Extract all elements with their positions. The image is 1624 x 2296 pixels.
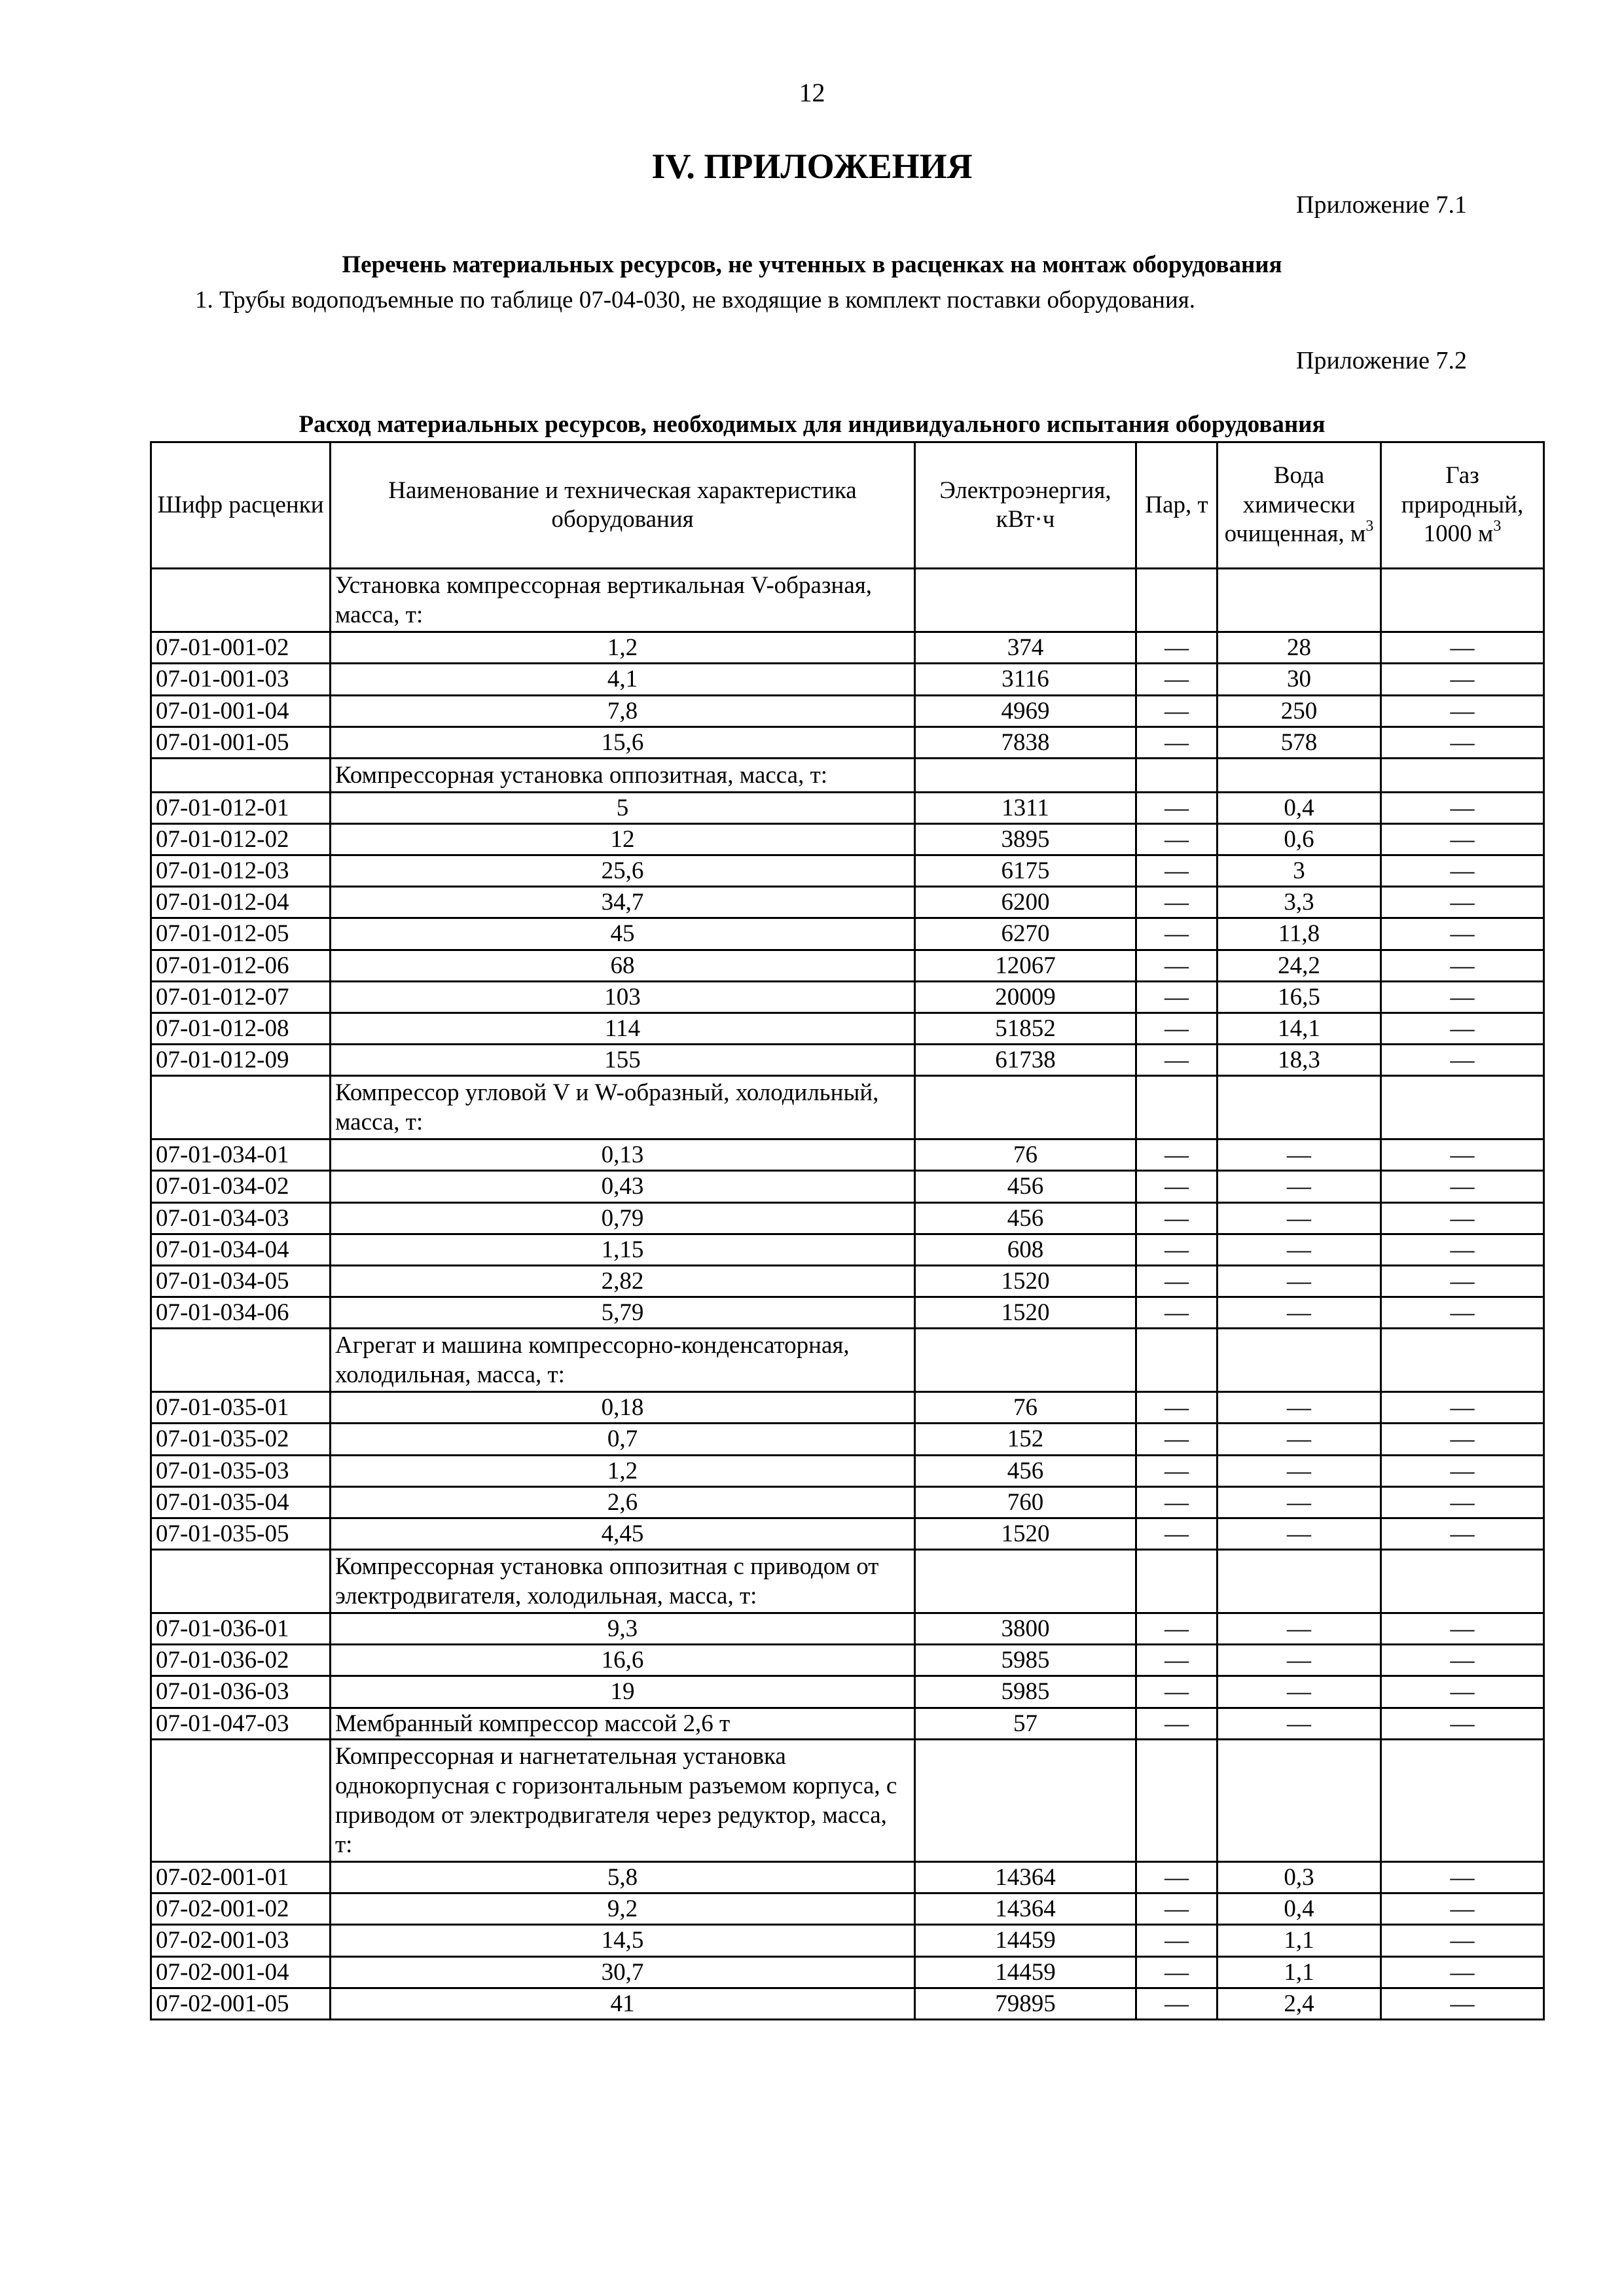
cell-water: 24,2 <box>1218 950 1381 981</box>
table-row <box>151 664 1544 695</box>
cell-code: 07-01-036-02 <box>151 1645 331 1676</box>
group-gas-cell <box>1381 1739 1544 1862</box>
materials-list-item: 1. Трубы водоподъемные по таблице 07-04-030, не входящие в комплект поставки оборудования. <box>195 287 1196 314</box>
group-code-cell <box>151 1549 331 1613</box>
cell-gas: — <box>1381 950 1544 981</box>
header-gas-text: Газ природный, 1000 м <box>1401 462 1524 548</box>
cell-water: — <box>1218 1392 1381 1424</box>
table-row <box>151 1956 1544 1988</box>
resources-table <box>150 441 1545 2020</box>
cell-power: 5985 <box>915 1676 1136 1708</box>
cell-name: 15,6 <box>331 726 915 758</box>
cell-gas: — <box>1381 1013 1544 1044</box>
cell-code: 07-01-012-04 <box>151 887 331 918</box>
cell-name: 0,18 <box>331 1392 915 1424</box>
page-number: 12 <box>799 78 825 107</box>
group-power-cell <box>915 1549 1136 1613</box>
cell-code: 07-01-001-05 <box>151 726 331 758</box>
cell-water: — <box>1218 1708 1381 1739</box>
cell-name: 2,6 <box>331 1486 915 1518</box>
cell-steam: — <box>1136 1424 1218 1455</box>
cell-water: 2,4 <box>1218 1988 1381 2019</box>
cell-code: 07-01-034-02 <box>151 1171 331 1202</box>
group-power-cell <box>915 1329 1136 1392</box>
group-power-cell <box>915 758 1136 792</box>
cell-water: 1,1 <box>1218 1925 1381 1956</box>
cell-steam: — <box>1136 792 1218 823</box>
cell-steam: — <box>1136 918 1218 950</box>
table-row <box>151 1925 1544 1956</box>
table-row <box>151 1171 1544 1202</box>
cell-power: 152 <box>915 1424 1136 1455</box>
cell-water: 0,4 <box>1218 1893 1381 1925</box>
cell-steam: — <box>1136 1676 1218 1708</box>
cell-steam: — <box>1136 1044 1218 1075</box>
cell-name: 16,6 <box>331 1645 915 1676</box>
group-title: Компрессорная и нагнетательная установка однокорпусная с горизонтальным разъемом корпуса, с приводом от электродвигателя через редуктор, масса, т: <box>331 1739 915 1862</box>
cell-code: 07-01-035-04 <box>151 1486 331 1518</box>
cell-power: 3895 <box>915 824 1136 855</box>
cell-gas: — <box>1381 1862 1544 1893</box>
cell-water: 0,4 <box>1218 792 1381 823</box>
cell-name: Мембранный компрессор массой 2,6 т <box>331 1708 915 1739</box>
table-row <box>151 1676 1544 1708</box>
cell-power: 3116 <box>915 664 1136 695</box>
cell-steam: — <box>1136 664 1218 695</box>
group-power-cell <box>915 1739 1136 1862</box>
cell-power: 61738 <box>915 1044 1136 1075</box>
group-gas-cell <box>1381 1076 1544 1139</box>
cell-code: 07-01-034-06 <box>151 1297 331 1328</box>
cell-power: 456 <box>915 1455 1136 1486</box>
cell-water: — <box>1218 1645 1381 1676</box>
cell-gas: — <box>1381 1297 1544 1328</box>
cell-water: — <box>1218 1424 1381 1455</box>
table-row <box>151 918 1544 950</box>
table-row <box>151 726 1544 758</box>
group-gas-cell <box>1381 758 1544 792</box>
cell-power: 76 <box>915 1392 1136 1424</box>
cell-water: 0,3 <box>1218 1862 1381 1893</box>
table-row <box>151 792 1544 823</box>
cell-steam: — <box>1136 1297 1218 1328</box>
cell-steam: — <box>1136 1925 1218 1956</box>
cell-gas: — <box>1381 1265 1544 1297</box>
cell-code: 07-01-001-04 <box>151 695 331 726</box>
cell-steam: — <box>1136 855 1218 887</box>
cell-code: 07-01-012-01 <box>151 792 331 823</box>
cell-steam: — <box>1136 1455 1218 1486</box>
group-steam-cell <box>1136 758 1218 792</box>
cell-name: 68 <box>331 950 915 981</box>
table-row <box>151 1297 1544 1328</box>
cell-power: 456 <box>915 1171 1136 1202</box>
cell-power: 14364 <box>915 1862 1136 1893</box>
cell-name: 1,2 <box>331 632 915 664</box>
cell-power: 14459 <box>915 1956 1136 1988</box>
cell-steam: — <box>1136 1645 1218 1676</box>
group-steam-cell <box>1136 569 1218 632</box>
header-water-sup: 3 <box>1365 518 1374 535</box>
cell-name: 1,2 <box>331 1455 915 1486</box>
cell-code: 07-01-034-05 <box>151 1265 331 1297</box>
group-header-row <box>151 1549 1544 1613</box>
table-row <box>151 1424 1544 1455</box>
header-gas-sup: 3 <box>1493 518 1502 535</box>
table-row <box>151 1988 1544 2019</box>
cell-code: 07-02-001-01 <box>151 1862 331 1893</box>
header-steam: Пар, т <box>1136 442 1218 569</box>
table-row <box>151 855 1544 887</box>
cell-name: 5,79 <box>331 1297 915 1328</box>
cell-name: 2,82 <box>331 1265 915 1297</box>
group-header-row <box>151 1076 1544 1139</box>
table-row <box>151 824 1544 855</box>
group-title: Компрессорная установка оппозитная, масса, т: <box>331 758 915 792</box>
cell-power: 1520 <box>915 1297 1136 1328</box>
cell-steam: — <box>1136 1234 1218 1265</box>
group-code-cell <box>151 758 331 792</box>
cell-gas: — <box>1381 855 1544 887</box>
table-row <box>151 1893 1544 1925</box>
cell-code: 07-01-001-03 <box>151 664 331 695</box>
group-code-cell <box>151 1329 331 1392</box>
cell-power: 20009 <box>915 981 1136 1013</box>
table-row <box>151 1139 1544 1171</box>
cell-gas: — <box>1381 695 1544 726</box>
cell-code: 07-02-001-05 <box>151 1988 331 2019</box>
cell-steam: — <box>1136 824 1218 855</box>
cell-gas: — <box>1381 1044 1544 1075</box>
group-water-cell <box>1218 569 1381 632</box>
cell-gas: — <box>1381 1202 1544 1234</box>
cell-name: 14,5 <box>331 1925 915 1956</box>
cell-steam: — <box>1136 1013 1218 1044</box>
cell-steam: — <box>1136 1518 1218 1549</box>
header-power: Электроэнергия, кВт·ч <box>915 442 1136 569</box>
table-row <box>151 1486 1544 1518</box>
cell-code: 07-01-034-03 <box>151 1202 331 1234</box>
table-row <box>151 1044 1544 1075</box>
cell-gas: — <box>1381 1613 1544 1645</box>
cell-code: 07-01-012-06 <box>151 950 331 981</box>
cell-steam: — <box>1136 1265 1218 1297</box>
cell-water: 250 <box>1218 695 1381 726</box>
cell-water: 30 <box>1218 664 1381 695</box>
cell-name: 4,1 <box>331 664 915 695</box>
cell-code: 07-01-012-03 <box>151 855 331 887</box>
group-gas-cell <box>1381 569 1544 632</box>
cell-gas: — <box>1381 887 1544 918</box>
cell-gas: — <box>1381 1139 1544 1171</box>
table-title: Расход материальных ресурсов, необходимых для индивидуального испытания оборудования <box>298 411 1326 438</box>
cell-code: 07-01-012-08 <box>151 1013 331 1044</box>
cell-water: 18,3 <box>1218 1044 1381 1075</box>
header-water <box>1218 442 1381 569</box>
group-power-cell <box>915 569 1136 632</box>
group-water-cell <box>1218 1076 1381 1139</box>
cell-water: — <box>1218 1676 1381 1708</box>
group-gas-cell <box>1381 1329 1544 1392</box>
cell-steam: — <box>1136 1486 1218 1518</box>
group-title: Компрессор угловой V и W-образный, холодильный, масса, т: <box>331 1076 915 1139</box>
cell-gas: — <box>1381 1893 1544 1925</box>
cell-steam: — <box>1136 1893 1218 1925</box>
table-body <box>151 569 1544 2020</box>
cell-water: — <box>1218 1265 1381 1297</box>
cell-code: 07-01-035-05 <box>151 1518 331 1549</box>
cell-steam: — <box>1136 981 1218 1013</box>
cell-name: 34,7 <box>331 887 915 918</box>
cell-power: 456 <box>915 1202 1136 1234</box>
header-gas <box>1381 442 1544 569</box>
cell-power: 76 <box>915 1139 1136 1171</box>
group-code-cell <box>151 1076 331 1139</box>
table-row <box>151 1645 1544 1676</box>
table-row <box>151 1518 1544 1549</box>
cell-code: 07-01-001-02 <box>151 632 331 664</box>
cell-power: 7838 <box>915 726 1136 758</box>
cell-name: 4,45 <box>331 1518 915 1549</box>
cell-code: 07-01-035-02 <box>151 1424 331 1455</box>
cell-gas: — <box>1381 1518 1544 1549</box>
cell-steam: — <box>1136 887 1218 918</box>
cell-name: 103 <box>331 981 915 1013</box>
table-row <box>151 1265 1544 1297</box>
group-steam-cell <box>1136 1739 1218 1862</box>
cell-water: 14,1 <box>1218 1013 1381 1044</box>
cell-name: 5,8 <box>331 1862 915 1893</box>
cell-water: — <box>1218 1202 1381 1234</box>
cell-steam: — <box>1136 1139 1218 1171</box>
group-steam-cell <box>1136 1076 1218 1139</box>
cell-power: 374 <box>915 632 1136 664</box>
cell-steam: — <box>1136 1956 1218 1988</box>
cell-power: 12067 <box>915 950 1136 981</box>
cell-steam: — <box>1136 726 1218 758</box>
cell-power: 6175 <box>915 855 1136 887</box>
cell-name: 1,15 <box>331 1234 915 1265</box>
cell-gas: — <box>1381 1486 1544 1518</box>
cell-code: 07-02-001-03 <box>151 1925 331 1956</box>
section-title: IV. ПРИЛОЖЕНИЯ <box>651 147 973 186</box>
cell-name: 41 <box>331 1988 915 2019</box>
group-header-row <box>151 1329 1544 1392</box>
cell-gas: — <box>1381 792 1544 823</box>
group-water-cell <box>1218 758 1381 792</box>
cell-name: 12 <box>331 824 915 855</box>
cell-steam: — <box>1136 1202 1218 1234</box>
cell-power: 14364 <box>915 1893 1136 1925</box>
group-header-row <box>151 569 1544 632</box>
table-row <box>151 1708 1544 1739</box>
cell-gas: — <box>1381 632 1544 664</box>
cell-code: 07-01-012-02 <box>151 824 331 855</box>
cell-power: 1311 <box>915 792 1136 823</box>
table-row <box>151 1455 1544 1486</box>
cell-power: 6200 <box>915 887 1136 918</box>
table-row <box>151 1862 1544 1893</box>
group-title: Агрегат и машина компрессорно-конденсаторная, холодильная, масса, т: <box>331 1329 915 1392</box>
cell-water: 11,8 <box>1218 918 1381 950</box>
cell-power: 57 <box>915 1708 1136 1739</box>
cell-water: 3 <box>1218 855 1381 887</box>
cell-steam: — <box>1136 632 1218 664</box>
cell-name: 7,8 <box>331 695 915 726</box>
table-row <box>151 1013 1544 1044</box>
cell-code: 07-01-047-03 <box>151 1708 331 1739</box>
cell-gas: — <box>1381 1645 1544 1676</box>
cell-water: — <box>1218 1139 1381 1171</box>
header-water-text: Вода химически очищенная, м <box>1224 462 1366 548</box>
cell-steam: — <box>1136 1392 1218 1424</box>
cell-power: 1520 <box>915 1518 1136 1549</box>
cell-gas: — <box>1381 1234 1544 1265</box>
cell-code: 07-01-036-03 <box>151 1676 331 1708</box>
appendix-7-1-label: Приложение 7.1 <box>1296 191 1467 219</box>
cell-gas: — <box>1381 1925 1544 1956</box>
header-code: Шифр расценки <box>151 442 331 569</box>
table-row <box>151 1202 1544 1234</box>
group-power-cell <box>915 1076 1136 1139</box>
cell-water: — <box>1218 1613 1381 1645</box>
cell-name: 0,43 <box>331 1171 915 1202</box>
appendix-7-2-label: Приложение 7.2 <box>1296 347 1467 374</box>
table-row <box>151 1613 1544 1645</box>
table-row <box>151 1392 1544 1424</box>
cell-water: 16,5 <box>1218 981 1381 1013</box>
cell-name: 0,7 <box>331 1424 915 1455</box>
cell-gas: — <box>1381 726 1544 758</box>
cell-name: 25,6 <box>331 855 915 887</box>
cell-power: 608 <box>915 1234 1136 1265</box>
cell-water: — <box>1218 1234 1381 1265</box>
cell-name: 30,7 <box>331 1956 915 1988</box>
cell-water: — <box>1218 1297 1381 1328</box>
cell-power: 51852 <box>915 1013 1136 1044</box>
cell-code: 07-01-035-03 <box>151 1455 331 1486</box>
cell-water: — <box>1218 1455 1381 1486</box>
cell-water: 28 <box>1218 632 1381 664</box>
cell-code: 07-02-001-04 <box>151 1956 331 1988</box>
group-header-row <box>151 1739 1544 1862</box>
materials-list-title: Перечень материальных ресурсов, не учтенных в расценках на монтаж оборудования <box>342 251 1282 278</box>
group-gas-cell <box>1381 1549 1544 1613</box>
table-row <box>151 1234 1544 1265</box>
cell-name: 9,3 <box>331 1613 915 1645</box>
cell-water: — <box>1218 1518 1381 1549</box>
cell-gas: — <box>1381 824 1544 855</box>
cell-code: 07-01-012-09 <box>151 1044 331 1075</box>
cell-name: 114 <box>331 1013 915 1044</box>
cell-name: 5 <box>331 792 915 823</box>
cell-code: 07-01-036-01 <box>151 1613 331 1645</box>
group-title: Установка компрессорная вертикальная V-образная, масса, т: <box>331 569 915 632</box>
cell-gas: — <box>1381 1392 1544 1424</box>
cell-water: 3,3 <box>1218 887 1381 918</box>
cell-power: 5985 <box>915 1645 1136 1676</box>
cell-power: 760 <box>915 1486 1136 1518</box>
cell-steam: — <box>1136 1708 1218 1739</box>
group-steam-cell <box>1136 1549 1218 1613</box>
cell-power: 1520 <box>915 1265 1136 1297</box>
header-name: Наименование и техническая характеристика оборудования <box>331 442 915 569</box>
cell-steam: — <box>1136 695 1218 726</box>
cell-water: — <box>1218 1171 1381 1202</box>
cell-power: 6270 <box>915 918 1136 950</box>
table-row <box>151 695 1544 726</box>
cell-gas: — <box>1381 1956 1544 1988</box>
cell-gas: — <box>1381 1455 1544 1486</box>
table-row <box>151 981 1544 1013</box>
cell-gas: — <box>1381 918 1544 950</box>
group-water-cell <box>1218 1329 1381 1392</box>
cell-gas: — <box>1381 1988 1544 2019</box>
cell-gas: — <box>1381 1424 1544 1455</box>
cell-water: 1,1 <box>1218 1956 1381 1988</box>
cell-power: 79895 <box>915 1988 1136 2019</box>
cell-water: 0,6 <box>1218 824 1381 855</box>
cell-steam: — <box>1136 1171 1218 1202</box>
cell-gas: — <box>1381 1676 1544 1708</box>
cell-gas: — <box>1381 981 1544 1013</box>
group-code-cell <box>151 1739 331 1862</box>
cell-code: 07-01-012-07 <box>151 981 331 1013</box>
group-water-cell <box>1218 1739 1381 1862</box>
group-header-row <box>151 758 1544 792</box>
cell-power: 3800 <box>915 1613 1136 1645</box>
table-row <box>151 887 1544 918</box>
group-steam-cell <box>1136 1329 1218 1392</box>
cell-code: 07-01-034-01 <box>151 1139 331 1171</box>
cell-name: 45 <box>331 918 915 950</box>
group-code-cell <box>151 569 331 632</box>
cell-steam: — <box>1136 1613 1218 1645</box>
cell-name: 0,13 <box>331 1139 915 1171</box>
cell-steam: — <box>1136 950 1218 981</box>
group-title: Компрессорная установка оппозитная с приводом от электродвигателя, холодильная, масса, т: <box>331 1549 915 1613</box>
group-water-cell <box>1218 1549 1381 1613</box>
cell-power: 4969 <box>915 695 1136 726</box>
cell-code: 07-02-001-02 <box>151 1893 331 1925</box>
table-row <box>151 950 1544 981</box>
cell-water: — <box>1218 1486 1381 1518</box>
cell-name: 155 <box>331 1044 915 1075</box>
cell-code: 07-01-035-01 <box>151 1392 331 1424</box>
cell-water: 578 <box>1218 726 1381 758</box>
cell-name: 9,2 <box>331 1893 915 1925</box>
cell-gas: — <box>1381 1708 1544 1739</box>
cell-name: 0,79 <box>331 1202 915 1234</box>
cell-code: 07-01-012-05 <box>151 918 331 950</box>
cell-steam: — <box>1136 1862 1218 1893</box>
cell-gas: — <box>1381 1171 1544 1202</box>
cell-name: 19 <box>331 1676 915 1708</box>
cell-code: 07-01-034-04 <box>151 1234 331 1265</box>
cell-power: 14459 <box>915 1925 1136 1956</box>
cell-steam: — <box>1136 1988 1218 2019</box>
table-row <box>151 632 1544 664</box>
table-header-row <box>151 442 1544 569</box>
cell-gas: — <box>1381 664 1544 695</box>
